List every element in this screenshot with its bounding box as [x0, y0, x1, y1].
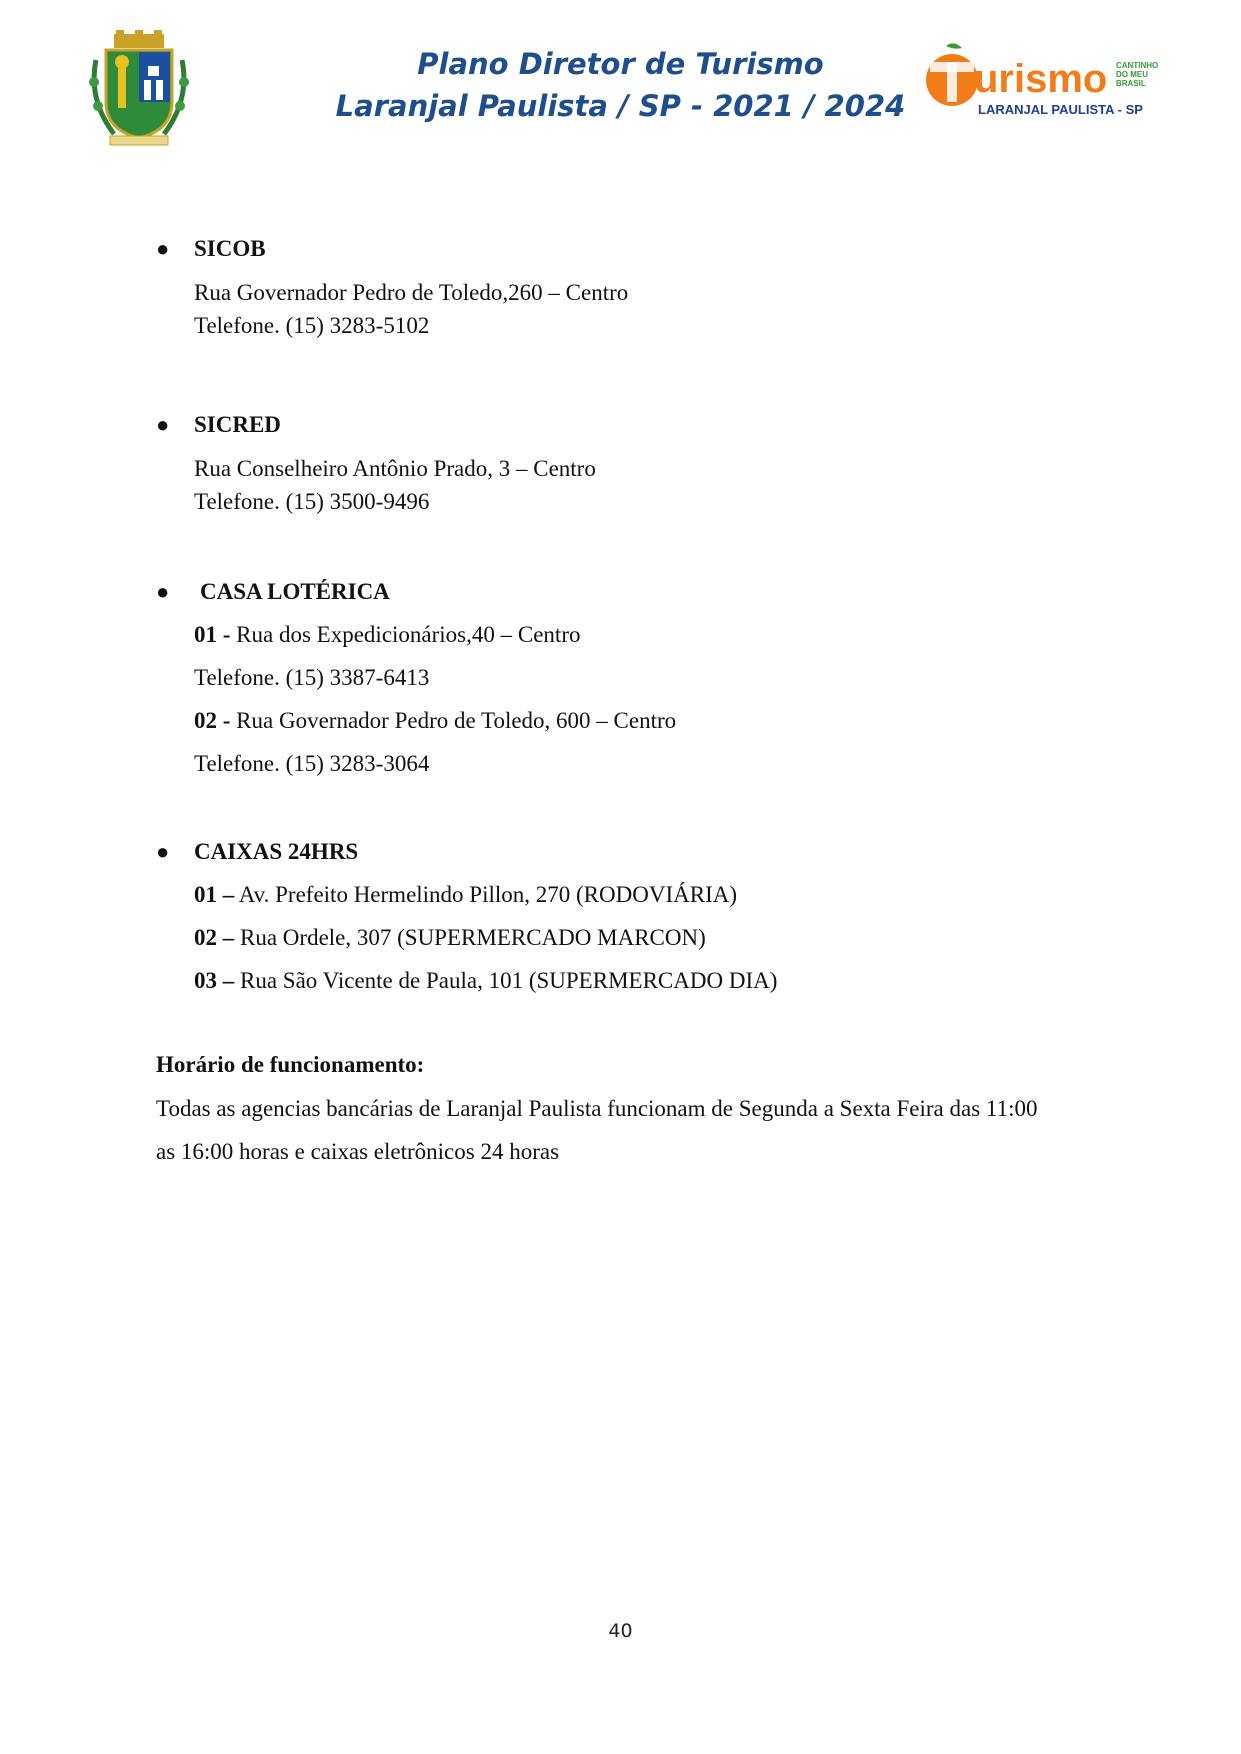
svg-text:urismo: urismo — [974, 57, 1108, 101]
svg-text:DO MEU: DO MEU — [1116, 70, 1148, 79]
bullet-icon: ● — [156, 412, 170, 437]
svg-text:LARANJAL PAULISTA - SP: LARANJAL PAULISTA - SP — [978, 102, 1143, 117]
bullet-icon: ● — [156, 579, 170, 604]
list-item: 02 - Rua Governador Pedro de Toledo, 600 – Centro — [194, 708, 677, 733]
hours-text-line-2: as 16:00 horas e caixas eletrônicos 24 horas — [156, 1139, 560, 1164]
phone-line: Telefone. (15) 3500-9496 — [194, 489, 430, 514]
list-item: 01 – Av. Prefeito Hermelindo Pillon, 270 (RODOVIÁRIA) — [194, 882, 737, 907]
address-line: Rua Governador Pedro de Toledo,260 – Centro — [194, 280, 629, 305]
hours-text-line-1: Todas as agencias bancárias de Laranjal Paulista funcionam de Segunda a Sexta Feira das 11:00 — [156, 1096, 1038, 1121]
bullet-icon: ● — [156, 839, 170, 864]
list-item: 03 – Rua São Vicente de Paula, 101 (SUPERMERCADO DIA) — [194, 968, 778, 993]
section-heading: CAIXAS 24HRS — [194, 839, 359, 864]
svg-text:BRASIL: BRASIL — [1116, 79, 1146, 88]
document-subtitle: Laranjal Paulista / SP - 2021 / 2024 — [335, 89, 906, 123]
svg-text:CANTINHO: CANTINHO — [1116, 61, 1159, 70]
section-caixas-24hrs — [156, 836, 1136, 993]
section-casa-loterica — [156, 576, 1136, 776]
section-heading: CASA LOTÉRICA — [200, 579, 390, 604]
address-line: Rua Conselheiro Antônio Prado, 3 – Centro — [194, 456, 596, 481]
phone-line: Telefone. (15) 3283-5102 — [194, 313, 430, 338]
list-item: 02 – Rua Ordele, 307 (SUPERMERCADO MARCON) — [194, 925, 706, 950]
phone-line: Telefone. (15) 3387-6413 — [194, 665, 430, 690]
hours-heading: Horário de funcionamento: — [156, 1052, 425, 1077]
turismo-logo — [920, 40, 1160, 122]
section-heading: SICRED — [194, 412, 281, 437]
list-item: 01 - Rua dos Expedicionários,40 – Centro — [194, 622, 581, 647]
document-title: Plano Diretor de Turismo — [417, 47, 824, 81]
section-heading: SICOB — [194, 236, 266, 261]
phone-line: Telefone. (15) 3283-3064 — [194, 751, 430, 776]
page-number: 40 — [608, 1620, 633, 1642]
section-sicob — [156, 233, 1136, 338]
section-sicred — [156, 409, 1136, 514]
bullet-icon: ● — [156, 236, 170, 261]
